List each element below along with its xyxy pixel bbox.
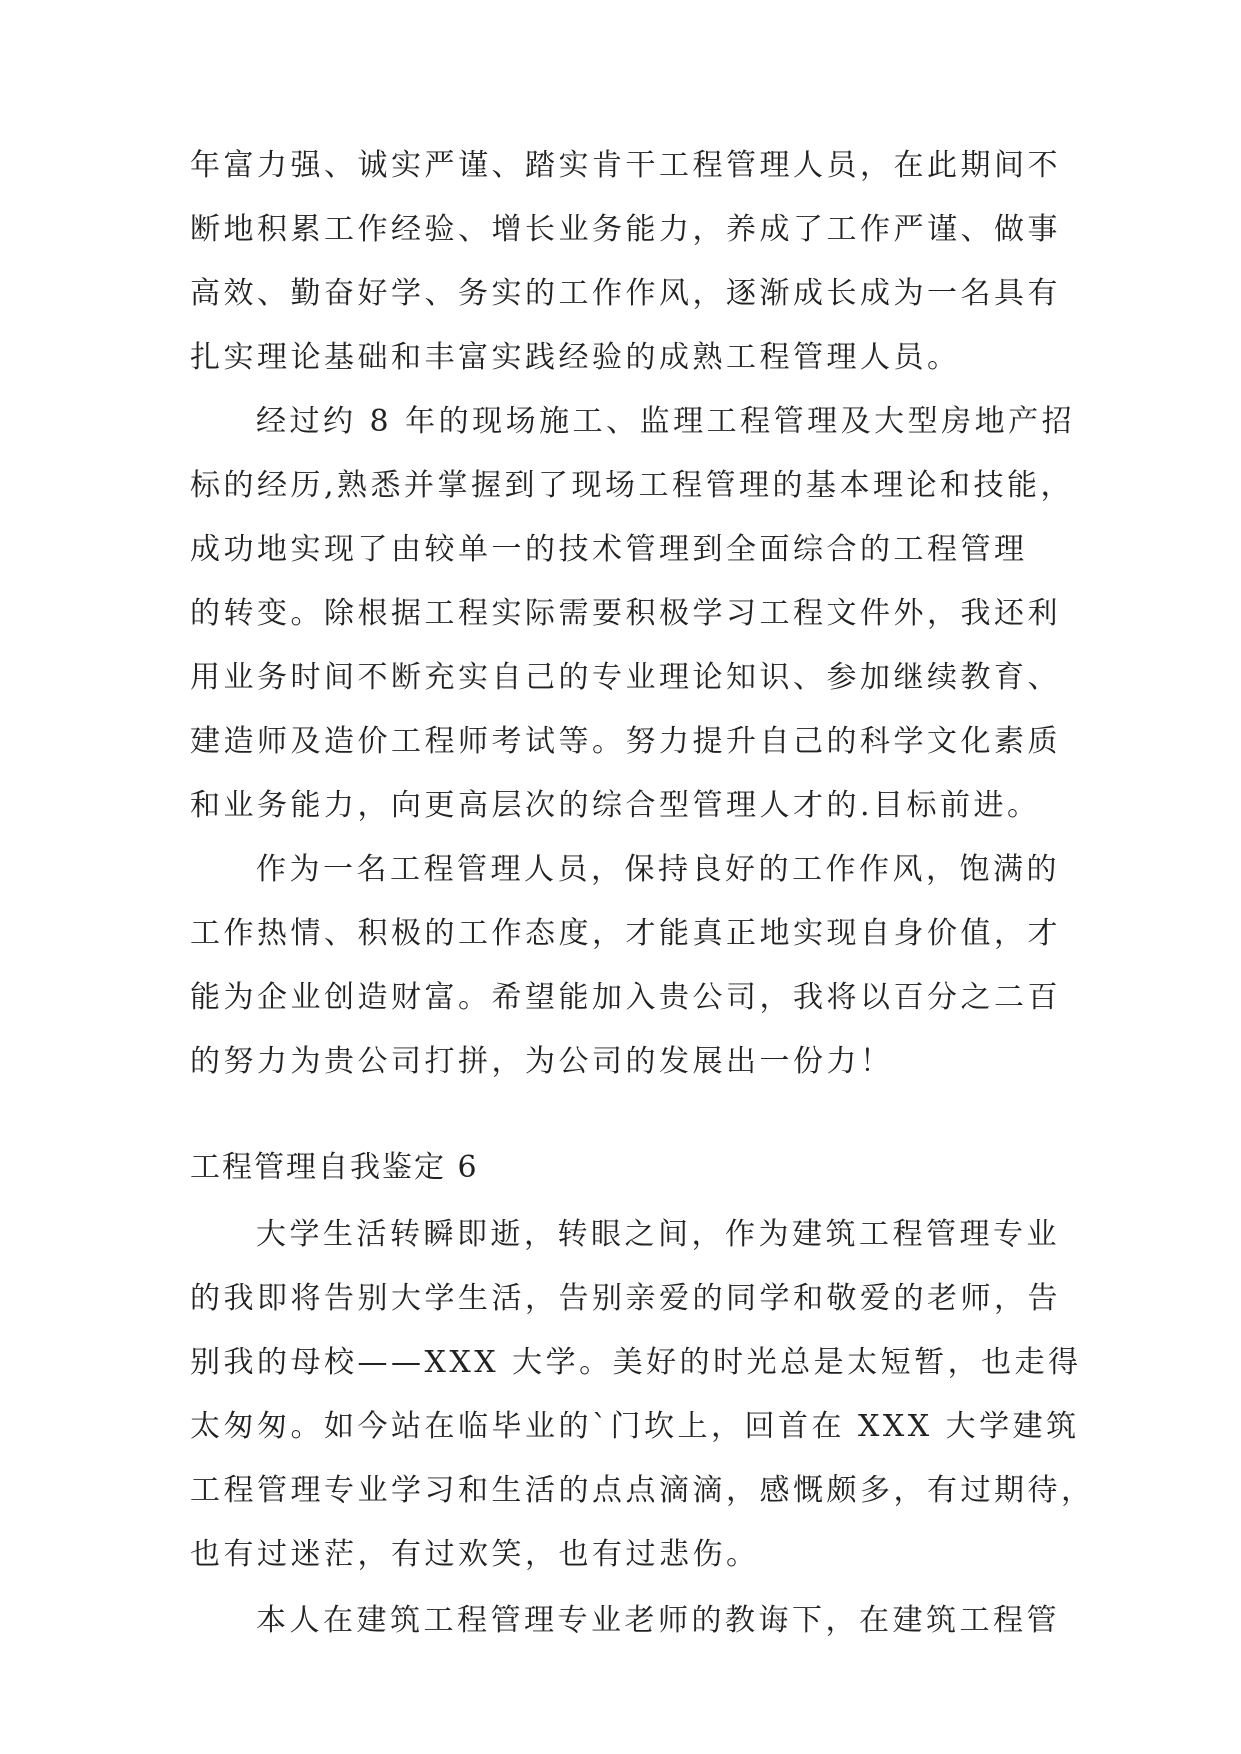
paragraph-4-line-5: 工程管理专业学习和生活的点点滴滴，感慨颇多，有过期待， <box>190 1473 1095 1508</box>
paragraph-4-line-1: 大学生活转瞬即逝，转眼之间，作为建筑工程管理专业 <box>256 1217 1060 1252</box>
paragraph-5-line-1: 本人在建筑工程管理专业老师的教诲下，在建筑工程管 <box>256 1603 1060 1638</box>
paragraph-2-line-4: 的转变。除根据工程实际需要积极学习工程文件外，我还利 <box>190 596 1061 631</box>
paragraph-4-line-4: 太匆匆。如今站在临毕业的`门坎上，回首在 XXX 大学建筑 <box>190 1409 1080 1444</box>
paragraph-2-line-1: 经过约 8 年的现场施工、监理工程管理及大型房地产招 <box>256 404 1076 439</box>
paragraph-3-line-2: 工作热情、积极的工作态度，才能真正地实现自身价值，才 <box>190 916 1061 951</box>
paragraph-4-line-3: 别我的母校——XXX 大学。美好的时光总是太短暂，也走得 <box>190 1345 1082 1380</box>
paragraph-2-line-5: 用业务时间不断充实自己的专业理论知识、参加继续教育、 <box>190 660 1061 695</box>
section-heading: 工程管理自我鉴定 6 <box>190 1150 479 1185</box>
paragraph-3-line-1: 作为一名工程管理人员，保持良好的工作作风，饱满的 <box>256 852 1060 887</box>
paragraph-3-line-4: 的努力为贵公司打拼，为公司的发展出一份力！ <box>190 1044 894 1079</box>
paragraph-2-line-3: 成功地实现了由较单一的技术管理到全面综合的工程管理 <box>190 532 1028 567</box>
paragraph-1-line-2: 断地积累工作经验、增长业务能力，养成了工作严谨、做事 <box>190 212 1061 247</box>
paragraph-1-line-4: 扎实理论基础和丰富实践经验的成熟工程管理人员。 <box>190 340 961 375</box>
paragraph-2-line-7: 和业务能力，向更高层次的综合型管理人才的.目标前进。 <box>190 788 1041 823</box>
paragraph-2-line-6: 建造师及造价工程师考试等。努力提升自己的科学文化素质 <box>190 724 1061 759</box>
paragraph-3-line-3: 能为企业创造财富。希望能加入贵公司，我将以百分之二百 <box>190 980 1061 1015</box>
paragraph-4-line-2: 的我即将告别大学生活，告别亲爱的同学和敬爱的老师，告 <box>190 1281 1061 1316</box>
paragraph-1-line-3: 高效、勤奋好学、务实的工作作风，逐渐成长成为一名具有 <box>190 276 1061 311</box>
paragraph-2-line-2: 标的经历,熟悉并掌握到了现场工程管理的基本理论和技能， <box>190 468 1075 503</box>
paragraph-1-line-1: 年富力强、诚实严谨、踏实肯干工程管理人员，在此期间不 <box>190 148 1061 183</box>
paragraph-4-line-6: 也有过迷茫，有过欢笑，也有过悲伤。 <box>190 1537 760 1572</box>
